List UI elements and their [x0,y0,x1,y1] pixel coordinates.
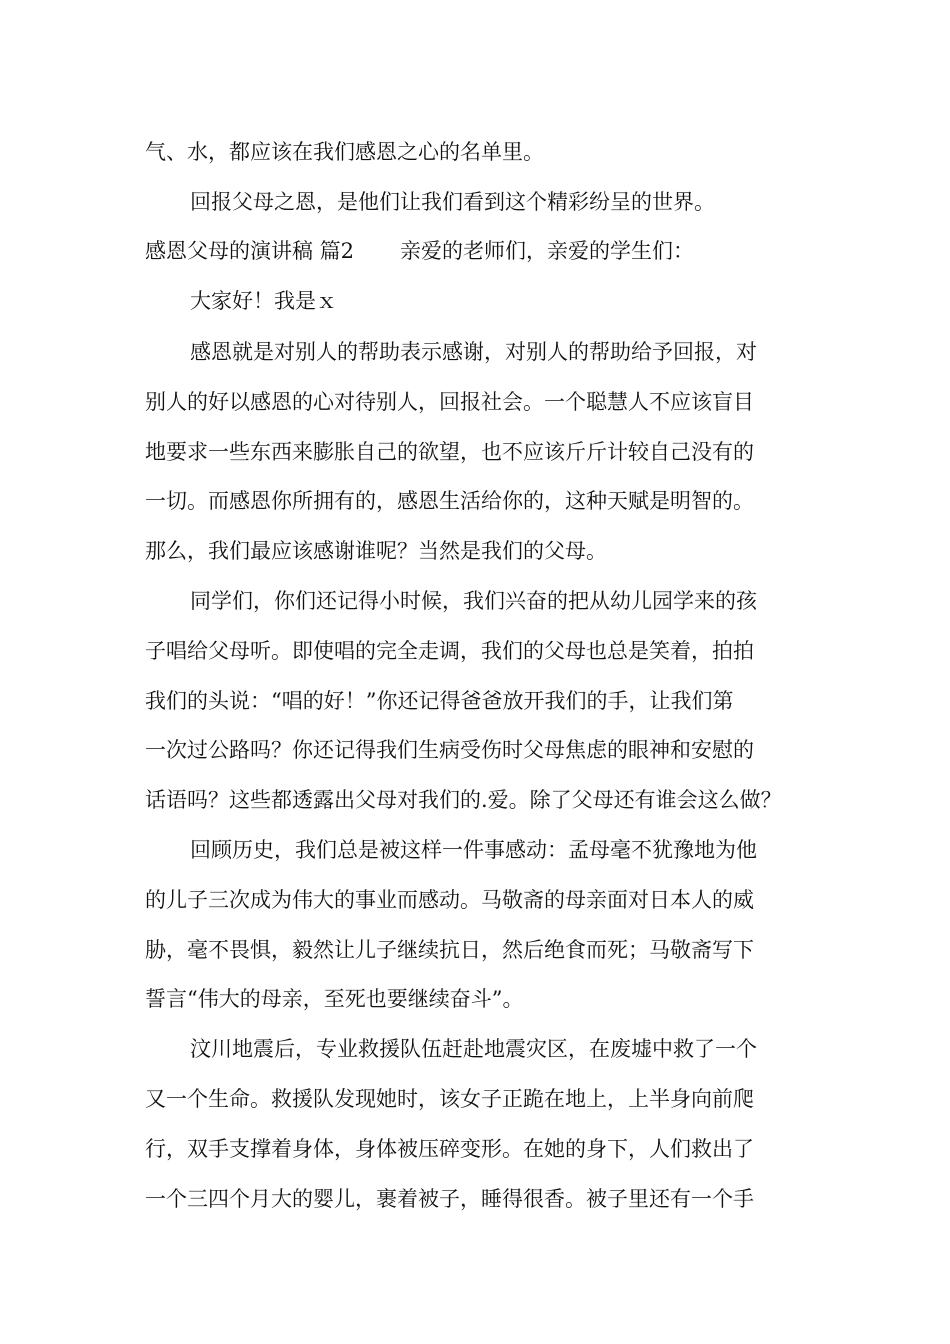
paragraph-line: 胁，毫不畏惧，毅然让儿子继续抗日，然后绝食而死；马敬斋写下 [145,938,754,962]
paragraph-line: 回顾历史，我们总是被这样一件事感动：孟母毫不犹豫地为他 [190,838,757,862]
paragraph-line: 同学们，你们还记得小时候，我们兴奋的把从幼儿园学来的孩 [190,589,757,613]
paragraph-line: 誓言“伟大的母亲，至死也要继续奋斗”。 [145,987,524,1011]
heading-title: 感恩父母的演讲稿 篇2 [145,239,355,263]
paragraph-line: 一个三四个月大的婴儿，裹着被子，睡得很香。被子里还有一个手 [145,1187,754,1211]
paragraph-line: 别人的好以感恩的心对待别人，回报社会。一个聪慧人不应该盲目 [145,390,754,414]
paragraph-line: 那么，我们最应该感谢谁呢？当然是我们的父母。 [145,539,607,563]
section-heading [145,236,694,266]
paragraph-line: 一切。而感恩你所拥有的，感恩生活给你的，这种天赋是明智的。 [145,489,754,513]
heading-greeting: 亲爱的老师们，亲爱的学生们： [400,239,695,263]
paragraph-line: 行，双手支撑着身体，身体被压碎变形。在她的身下，人们救出了 [145,1137,754,1161]
paragraph-line: 一次过公路吗？你还记得我们生病受伤时父母焦虑的眼神和安慰的 [145,738,754,762]
paragraph-line: 汶川地震后，专业救援队伍赶赴地震灾区，在废墟中救了一个 [190,1037,757,1061]
paragraph-line: 大家好！我是ｘ [190,289,337,313]
paragraph-line: 回报父母之恩，是他们让我们看到这个精彩纷呈的世界。 [190,190,715,214]
paragraph-line: 地要求一些东西来膨胀自己的欲望，也不应该斤斤计较自己没有的 [145,440,754,464]
paragraph-line: 又一个生命。救援队发现她时，该女子正跪在地上，上半身向前爬 [145,1087,754,1111]
paragraph-line: 子唱给父母听。即使唱的完全走调，我们的父母也总是笑着，拍拍 [145,639,754,663]
paragraph-line: 感恩就是对别人的帮助表示感谢，对别人的帮助给予回报，对 [190,340,757,364]
paragraph-line: 我们的头说：“唱的好！”你还记得爸爸放开我们的手，让我们第 [145,689,734,713]
paragraph-line: 气、水，都应该在我们感恩之心的名单里。 [145,140,544,164]
paragraph-line: 话语吗？这些都透露出父母对我们的.爱。除了父母还有谁会这么做？ [145,788,782,812]
paragraph-line: 的儿子三次成为伟大的事业而感动。马敬斋的母亲面对日本人的威 [145,888,754,912]
